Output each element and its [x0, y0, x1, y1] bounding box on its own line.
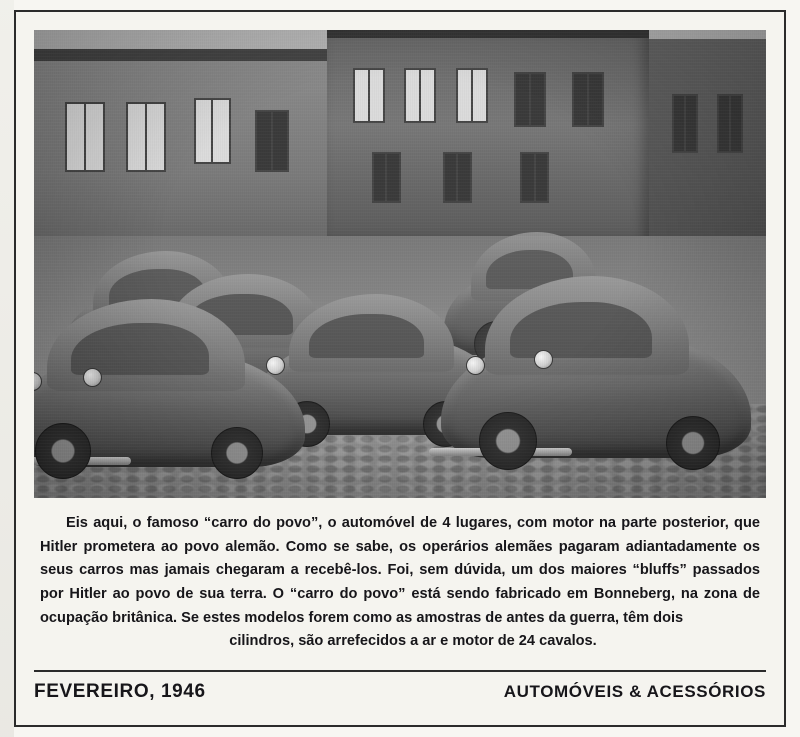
window	[255, 110, 289, 172]
window	[672, 94, 698, 153]
window	[717, 94, 743, 153]
window	[443, 152, 472, 203]
photo-caption	[34, 512, 766, 654]
window	[520, 152, 549, 203]
caption-last-line: cilindros, são arrefecidos a ar e motor de 24 cavalos.	[229, 633, 597, 650]
window	[353, 68, 385, 123]
building-left-eaves	[34, 49, 341, 61]
window	[456, 68, 488, 123]
building-far-right	[649, 39, 766, 236]
car-headlamp	[83, 368, 102, 387]
caption-paragraph: Eis aqui, o famoso “carro do povo”, o automóvel de 4 lugares, com motor na parte posterior, que Hitler prometera ao povo alemão. Como se sabe, os operários alemães pagaram adiantadamente os seus carros mas jamais chegaram a recebê-los. Foi, sem dúvida, um dos maiores “bluffs” passados por Hitler ao povo de sua terra. O “carro do povo” está sendo fabricado em Bonneberg, na zona de ocupação britânica. Se estes modelos forem como as amostras de antes da guerra, têm dois	[40, 515, 760, 626]
car-wheel	[666, 416, 720, 470]
page-frame	[14, 10, 786, 727]
window	[404, 68, 436, 123]
car-wheel	[211, 427, 263, 479]
car-beetle-foreground	[34, 279, 305, 479]
car-wheel	[479, 412, 537, 470]
car-beetle-front-right	[441, 255, 751, 470]
building-main	[327, 30, 649, 241]
page-inner	[34, 30, 766, 711]
window	[514, 72, 546, 127]
building-main-roofline	[327, 30, 649, 38]
issue-date: FEVEREIRO, 1946	[34, 680, 206, 702]
publication-name: AUTOMÓVEIS & ACESSÓRIOS	[503, 681, 766, 701]
window	[572, 72, 604, 127]
photo-volkswagen-row	[34, 30, 766, 498]
car-wheel	[35, 423, 91, 479]
paper-edge	[0, 0, 14, 737]
window	[65, 102, 105, 172]
window	[126, 102, 166, 172]
page-footer	[34, 672, 766, 703]
building-left	[34, 49, 341, 255]
window	[372, 152, 401, 203]
window	[194, 98, 231, 164]
